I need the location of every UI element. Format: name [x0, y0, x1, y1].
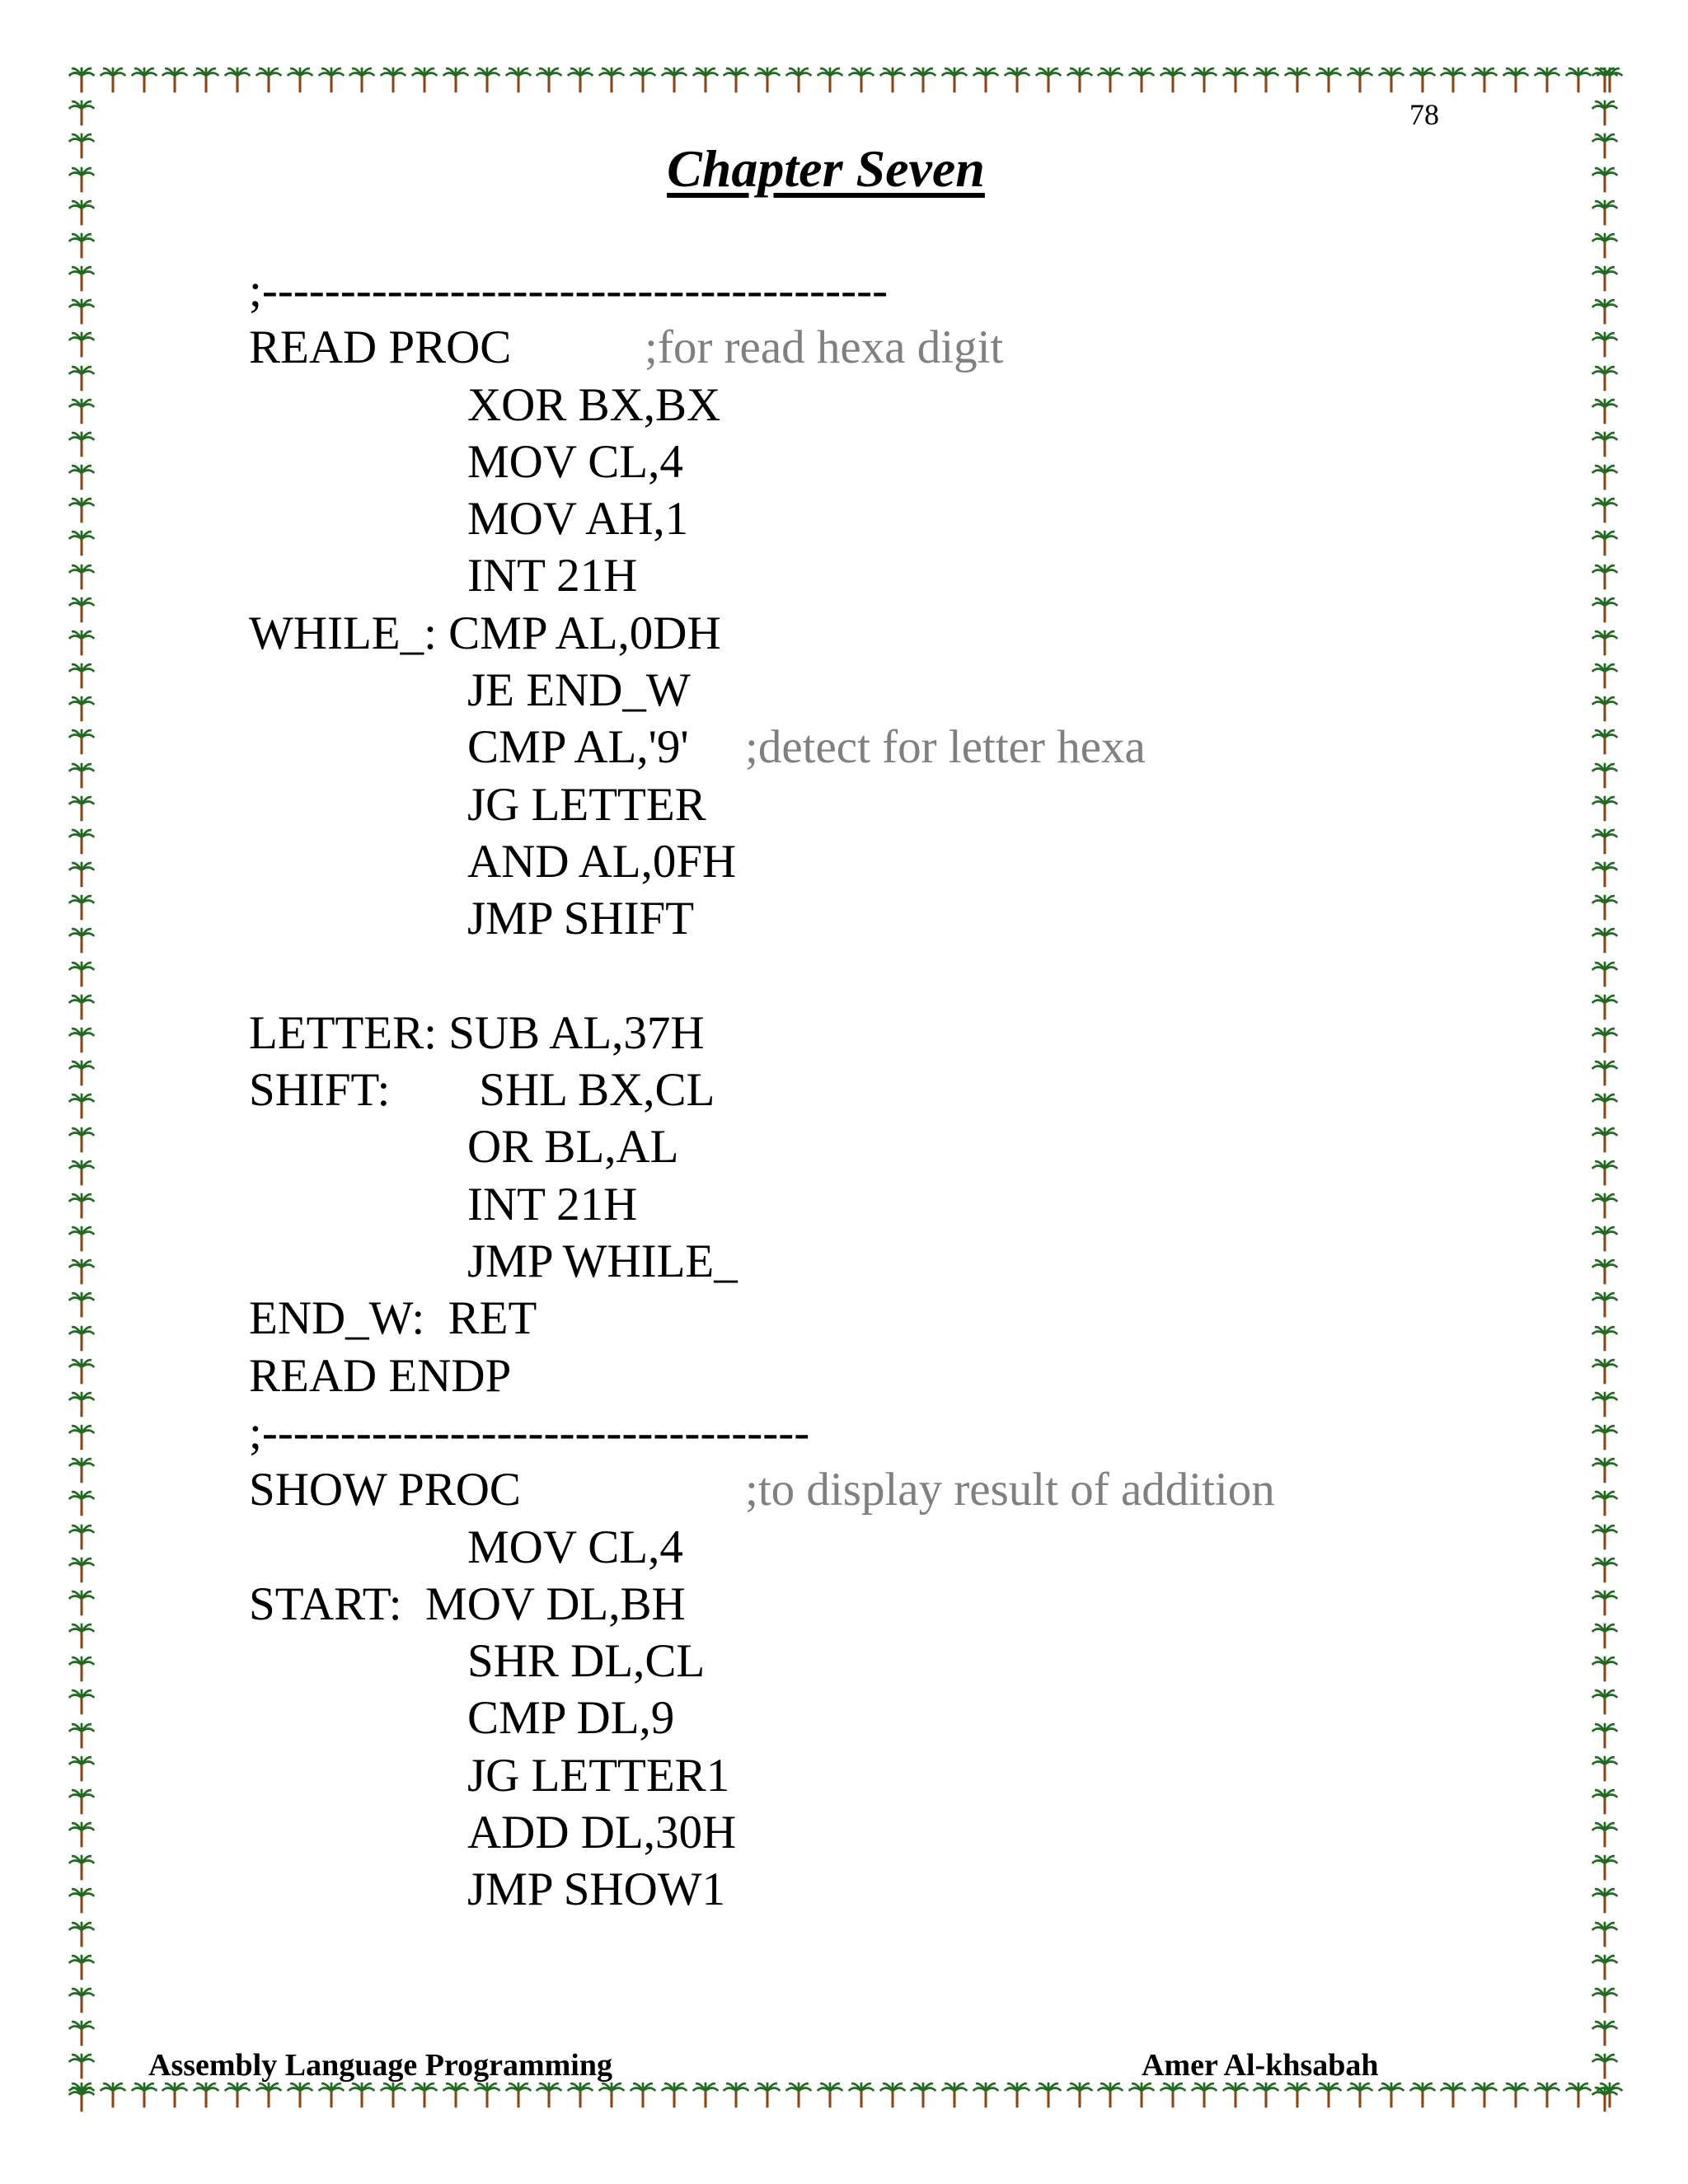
palm-tree-icon [68, 993, 96, 1021]
code-instruction: JG LETTER [467, 778, 706, 831]
palm-tree-icon [1128, 66, 1156, 94]
palm-tree-icon [1066, 2081, 1094, 2109]
palm-tree-icon [1252, 66, 1280, 94]
palm-tree-icon [68, 1291, 96, 1319]
palm-tree-icon [1591, 496, 1619, 524]
palm-tree-icon [1591, 397, 1619, 425]
footer-author: Amer Al-khsabah [1142, 2048, 1379, 2083]
palm-tree-icon [972, 66, 1000, 94]
code-label: ;---------------------------------------- [249, 265, 889, 316]
code-instruction: MOV AH,1 [467, 493, 689, 546]
palm-tree-icon [317, 2081, 345, 2109]
palm-tree-icon [161, 66, 189, 94]
palm-tree-icon [68, 1622, 96, 1650]
palm-tree-icon [68, 728, 96, 756]
palm-tree-icon [660, 66, 688, 94]
palm-tree-icon [1591, 1192, 1619, 1220]
palm-tree-icon [68, 563, 96, 591]
palm-tree-icon [68, 1755, 96, 1783]
palm-tree-icon [1591, 993, 1619, 1021]
palm-tree-icon [1591, 1026, 1619, 1054]
code-instruction: JMP SHIFT [467, 893, 695, 945]
code-instruction: XOR BX,BX [467, 378, 721, 431]
palm-tree-icon [410, 66, 438, 94]
palm-tree-icon [68, 1456, 96, 1484]
palm-tree-icon [692, 66, 720, 94]
code-instruction: CMP AL,'9' [467, 721, 689, 774]
palm-tree-icon [1591, 1291, 1619, 1319]
palm-tree-icon [785, 2081, 813, 2109]
palm-tree-icon [909, 2081, 937, 2109]
palm-tree-icon [1502, 66, 1530, 94]
palm-tree-icon [504, 66, 532, 94]
code-label: READ ENDP [249, 1349, 512, 1402]
palm-tree-icon [1591, 529, 1619, 557]
palm-tree-icon [1591, 1854, 1619, 1882]
palm-tree-icon [940, 66, 968, 94]
palm-tree-icon [348, 2081, 376, 2109]
palm-tree-icon [68, 1026, 96, 1054]
palm-tree-icon [1591, 1622, 1619, 1650]
palm-tree-icon [1591, 463, 1619, 491]
palm-tree-icon [68, 926, 96, 954]
palm-tree-icon [1591, 1423, 1619, 1451]
palm-tree-icon [1591, 1788, 1619, 1816]
palm-tree-icon [68, 1556, 96, 1584]
palm-tree-icon [348, 66, 376, 94]
palm-tree-icon [1346, 66, 1374, 94]
palm-tree-icon [1591, 695, 1619, 723]
palm-tree-icon [1591, 960, 1619, 988]
palm-tree-icon [879, 66, 907, 94]
palm-tree-icon [99, 2081, 127, 2109]
palm-tree-icon [879, 2081, 907, 2109]
palm-tree-icon [1564, 66, 1592, 94]
code-instruction: MOV CL,4 [467, 435, 683, 488]
code-label: LETTER: SUB AL,37H [249, 1006, 705, 1059]
palm-tree-icon [1591, 1092, 1619, 1120]
palm-tree-icon [1591, 893, 1619, 921]
palm-tree-icon [68, 265, 96, 293]
palm-tree-icon [722, 2081, 750, 2109]
palm-tree-icon [68, 1523, 96, 1551]
code-instruction: SHL BX,CL [467, 1064, 715, 1117]
code-instruction: JE END_W [467, 664, 691, 717]
palm-tree-icon [68, 1258, 96, 1286]
palm-tree-icon [68, 496, 96, 524]
palm-tree-icon [1034, 2081, 1062, 2109]
code-instruction: CMP DL,9 [467, 1692, 675, 1745]
palm-tree-icon [68, 762, 96, 790]
palm-tree-icon [68, 232, 96, 260]
palm-tree-icon [68, 1489, 96, 1517]
palm-tree-icon [68, 794, 96, 823]
palm-tree-icon [753, 2081, 781, 2109]
palm-tree-icon [1470, 2081, 1498, 2109]
palm-tree-icon [1591, 232, 1619, 260]
palm-tree-icon [1470, 66, 1498, 94]
palm-tree-icon [1591, 1126, 1619, 1154]
palm-tree-icon [1591, 2019, 1619, 2047]
palm-tree-icon [504, 2081, 532, 2109]
palm-tree-icon [1591, 728, 1619, 756]
palm-tree-icon [1502, 2081, 1530, 2109]
code-instruction: JMP SHOW1 [467, 1863, 726, 1916]
palm-tree-icon [1533, 66, 1561, 94]
code-label: READ PROC [249, 321, 512, 374]
palm-tree-icon [1409, 2081, 1437, 2109]
palm-tree-icon [1128, 2081, 1156, 2109]
palm-tree-icon [1591, 1589, 1619, 1617]
palm-tree-icon [68, 662, 96, 690]
palm-tree-icon [1003, 66, 1031, 94]
palm-tree-icon [1003, 2081, 1031, 2109]
palm-tree-icon [629, 66, 657, 94]
page-border-right [1591, 66, 1624, 2114]
palm-tree-icon [940, 2081, 968, 2109]
palm-tree-icon [410, 2081, 438, 2109]
page-border-top [68, 66, 1624, 99]
page-number: 78 [1409, 98, 1439, 131]
palm-tree-icon [68, 1821, 96, 1849]
palm-tree-icon [68, 1159, 96, 1187]
palm-tree-icon [1591, 1556, 1619, 1584]
palm-tree-icon [629, 2081, 657, 2109]
palm-tree-icon [1315, 2081, 1343, 2109]
palm-tree-icon [1591, 265, 1619, 293]
code-label: SHIFT: [249, 1064, 391, 1117]
palm-tree-icon [1591, 1688, 1619, 1716]
palm-tree-icon [1591, 1821, 1619, 1849]
palm-tree-icon [68, 1357, 96, 1385]
palm-tree-icon [68, 1722, 96, 1750]
palm-tree-icon [1591, 1258, 1619, 1286]
palm-tree-icon [68, 1986, 96, 2014]
palm-tree-icon [1533, 2081, 1561, 2109]
palm-tree-icon [1591, 1225, 1619, 1253]
palm-tree-icon [1591, 1986, 1619, 2014]
palm-tree-icon [1377, 2081, 1405, 2109]
palm-tree-icon [379, 2081, 407, 2109]
palm-tree-icon [1591, 1722, 1619, 1750]
palm-tree-icon [68, 1886, 96, 1915]
code-label: END_W: RET [249, 1292, 537, 1345]
palm-tree-icon [1591, 1059, 1619, 1087]
code-instruction: JG LETTER1 [467, 1749, 730, 1802]
palm-tree-icon [68, 99, 96, 127]
palm-tree-icon [972, 2081, 1000, 2109]
palm-tree-icon [255, 2081, 283, 2109]
palm-tree-icon [1315, 66, 1343, 94]
palm-tree-icon [1591, 1390, 1619, 1418]
palm-tree-icon [68, 2052, 96, 2080]
palm-tree-icon [68, 298, 96, 326]
palm-tree-icon [68, 1225, 96, 1253]
palm-tree-icon [1159, 66, 1187, 94]
palm-tree-icon [1591, 99, 1619, 127]
palm-tree-icon [785, 66, 813, 94]
palm-tree-icon [1591, 1886, 1619, 1915]
palm-tree-icon [1221, 66, 1250, 94]
palm-tree-icon [1346, 2081, 1374, 2109]
palm-tree-icon [1591, 1755, 1619, 1783]
palm-tree-icon [1591, 794, 1619, 823]
palm-tree-icon [68, 695, 96, 723]
palm-tree-icon [909, 66, 937, 94]
palm-tree-icon [192, 66, 220, 94]
palm-tree-icon [68, 1423, 96, 1451]
palm-tree-icon [442, 2081, 470, 2109]
code-label: WHILE_: CMP AL,0DH [249, 607, 721, 659]
palm-tree-icon [1591, 762, 1619, 790]
palm-tree-icon [692, 2081, 720, 2109]
palm-tree-icon [68, 629, 96, 657]
palm-tree-icon [535, 66, 563, 94]
palm-tree-icon [1591, 1357, 1619, 1385]
palm-tree-icon [847, 2081, 875, 2109]
palm-tree-icon [1096, 2081, 1124, 2109]
code-instruction: JMP WHILE_ [467, 1235, 738, 1288]
palm-tree-icon [1190, 66, 1218, 94]
code-comment: ;detect for letter hexa [745, 721, 1146, 774]
palm-tree-icon [68, 1192, 96, 1220]
palm-tree-icon [1591, 199, 1619, 227]
palm-tree-icon [1096, 66, 1124, 94]
palm-tree-icon [192, 2081, 220, 2109]
palm-tree-icon [68, 1059, 96, 1087]
palm-tree-icon [130, 2081, 158, 2109]
palm-tree-icon [1283, 66, 1311, 94]
palm-tree-icon [1591, 364, 1619, 392]
code-instruction: ADD DL,30H [467, 1807, 737, 1859]
palm-tree-icon [753, 66, 781, 94]
palm-tree-icon [1591, 860, 1619, 888]
palm-tree-icon [68, 1324, 96, 1352]
palm-tree-icon [68, 893, 96, 921]
palm-tree-icon [1591, 1523, 1619, 1551]
palm-tree-icon [1591, 1456, 1619, 1484]
palm-tree-icon [1591, 66, 1619, 94]
palm-tree-icon [1591, 563, 1619, 591]
palm-tree-icon [68, 1688, 96, 1716]
code-instruction: INT 21H [467, 1178, 638, 1230]
palm-tree-icon [68, 827, 96, 855]
palm-tree-icon [68, 1655, 96, 1683]
palm-tree-icon [161, 2081, 189, 2109]
palm-tree-icon [68, 397, 96, 425]
palm-tree-icon [598, 2081, 626, 2109]
palm-tree-icon [1591, 430, 1619, 458]
palm-tree-icon [1252, 2081, 1280, 2109]
palm-tree-icon [68, 1788, 96, 1816]
palm-tree-icon [1591, 2052, 1619, 2080]
palm-tree-icon [566, 2081, 594, 2109]
palm-tree-icon [816, 66, 844, 94]
palm-tree-icon [1591, 1655, 1619, 1683]
palm-tree-icon [130, 66, 158, 94]
page-border-bottom [68, 2081, 1624, 2114]
palm-tree-icon [68, 463, 96, 491]
palm-tree-icon [68, 960, 96, 988]
code-instruction: SHR DL,CL [467, 1635, 706, 1688]
code-instruction: OR BL,AL [467, 1121, 679, 1174]
palm-tree-icon [68, 596, 96, 624]
palm-tree-icon [1591, 330, 1619, 359]
palm-tree-icon [660, 2081, 688, 2109]
palm-tree-icon [535, 2081, 563, 2109]
palm-tree-icon [286, 2081, 314, 2109]
palm-tree-icon [255, 66, 283, 94]
palm-tree-icon [68, 1126, 96, 1154]
palm-tree-icon [1159, 2081, 1187, 2109]
palm-tree-icon [223, 66, 251, 94]
footer-book-title: Assembly Language Programming [148, 2048, 612, 2083]
palm-tree-icon [68, 1589, 96, 1617]
code-label: SHOW PROC [249, 1464, 521, 1516]
palm-tree-icon [1591, 1920, 1619, 1948]
palm-tree-icon [68, 1092, 96, 1120]
palm-tree-icon [68, 860, 96, 888]
palm-tree-icon [68, 1390, 96, 1418]
palm-tree-icon [1591, 827, 1619, 855]
palm-tree-icon [442, 66, 470, 94]
palm-tree-icon [1439, 2081, 1467, 2109]
palm-tree-icon [1034, 66, 1062, 94]
palm-tree-icon [68, 2019, 96, 2047]
palm-tree-icon [566, 66, 594, 94]
palm-tree-icon [68, 430, 96, 458]
palm-tree-icon [1409, 66, 1437, 94]
code-instruction: INT 21H [467, 550, 638, 602]
palm-tree-icon [1591, 926, 1619, 954]
palm-tree-icon [1591, 1953, 1619, 1981]
page-border-left [68, 66, 101, 2114]
palm-tree-icon [68, 66, 96, 94]
palm-tree-icon [317, 66, 345, 94]
palm-tree-icon [1439, 66, 1467, 94]
palm-tree-icon [1591, 2085, 1619, 2113]
palm-tree-icon [68, 199, 96, 227]
palm-tree-icon [1221, 2081, 1250, 2109]
palm-tree-icon [99, 66, 127, 94]
palm-tree-icon [1591, 1324, 1619, 1352]
palm-tree-icon [68, 529, 96, 557]
palm-tree-icon [68, 330, 96, 359]
palm-tree-icon [1066, 66, 1094, 94]
palm-tree-icon [379, 66, 407, 94]
code-label: START: MOV DL,BH [249, 1577, 686, 1630]
palm-tree-icon [1591, 298, 1619, 326]
palm-tree-icon [286, 66, 314, 94]
palm-tree-icon [473, 2081, 501, 2109]
palm-tree-icon [722, 66, 750, 94]
palm-tree-icon [473, 66, 501, 94]
code-comment: ;to display result of addition [745, 1464, 1275, 1516]
code-comment: ;for read hexa digit [645, 321, 1004, 374]
palm-tree-icon [1591, 629, 1619, 657]
chapter-title: Chapter Seven [667, 139, 985, 198]
palm-tree-icon [1591, 1159, 1619, 1187]
palm-tree-icon [1564, 2081, 1592, 2109]
palm-tree-icon [598, 66, 626, 94]
palm-tree-icon [68, 364, 96, 392]
palm-tree-icon [68, 1920, 96, 1948]
palm-tree-icon [1591, 662, 1619, 690]
code-instruction: MOV CL,4 [467, 1521, 683, 1573]
palm-tree-icon [847, 66, 875, 94]
palm-tree-icon [68, 1854, 96, 1882]
code-instruction: AND AL,0FH [467, 835, 737, 888]
palm-tree-icon [1591, 596, 1619, 624]
palm-tree-icon [1377, 66, 1405, 94]
palm-tree-icon [1190, 2081, 1218, 2109]
code-label: ;----------------------------------- [249, 1406, 810, 1459]
palm-tree-icon [1283, 2081, 1311, 2109]
palm-tree-icon [816, 2081, 844, 2109]
palm-tree-icon [1591, 1489, 1619, 1517]
palm-tree-icon [68, 2085, 96, 2113]
palm-tree-icon [223, 2081, 251, 2109]
palm-tree-icon [68, 1953, 96, 1981]
